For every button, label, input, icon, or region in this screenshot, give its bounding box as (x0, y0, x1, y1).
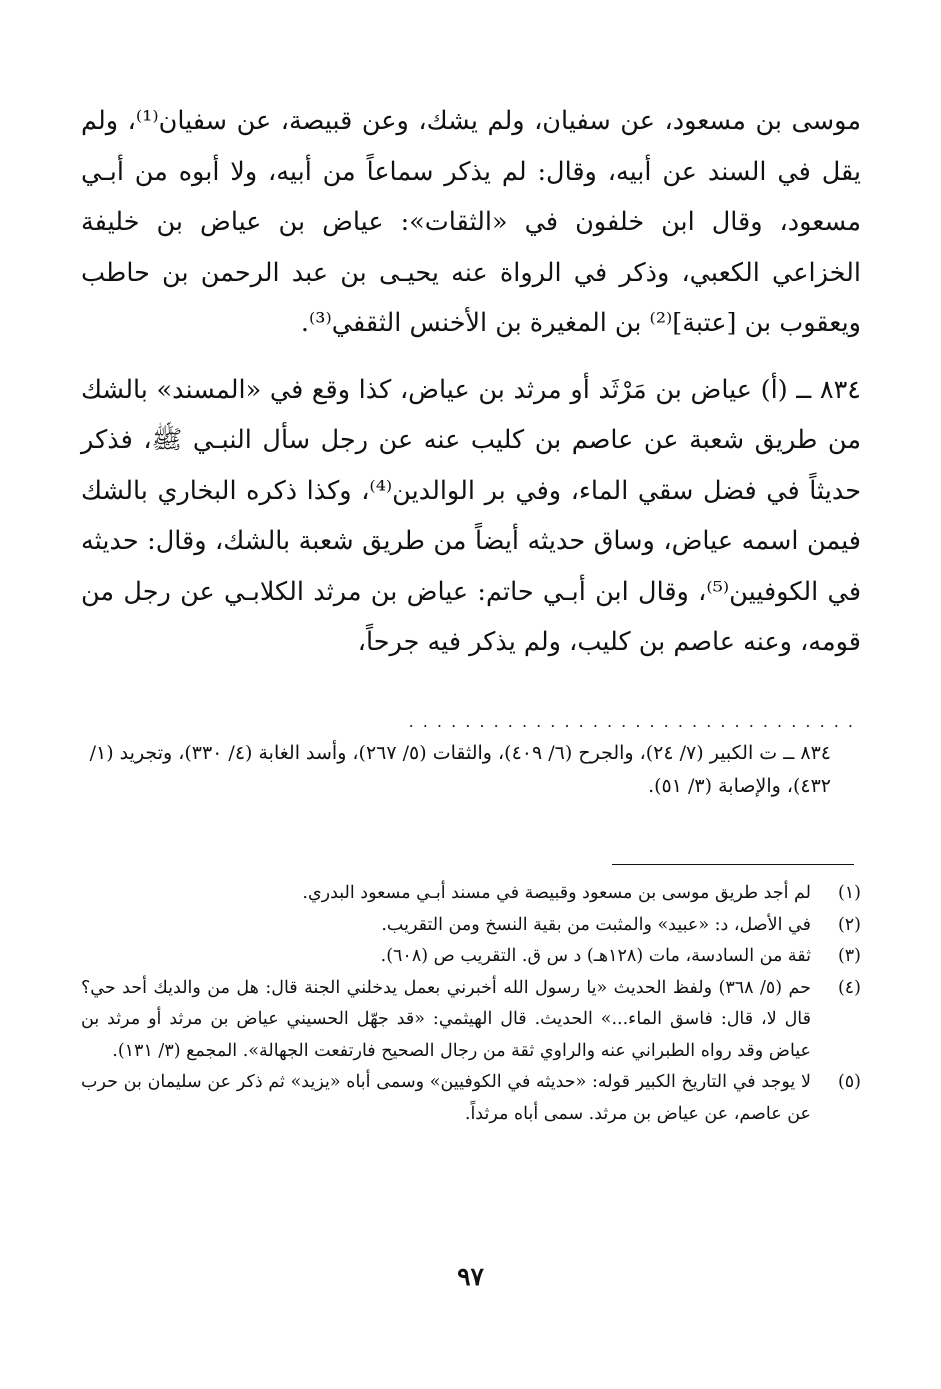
footnote-number: (٤) (837, 977, 861, 998)
footnote-3 (81, 941, 861, 973)
footnote-text: في الأصل، د: «عبيد» والمثبت من بقية النسخ ومن التقريب. (381, 914, 811, 935)
footnote-text: لا يوجد في التاريخ الكبير قوله: «حديثه في الكوفيين» وسمى أباه «يزيد» ثم ذكر عن سليمان بن حرب عن عاصم، عن عياض بن مرثد. سمى أباه مرثداً. (81, 1072, 811, 1124)
footnote-4 (81, 973, 861, 1068)
main-paragraph-1: موسى بن مسعود، عن سفيان، ولم يشك، وعن قبيصة، عن سفيان⁽¹⁾، ولم يقل في السند عن أبيه، وقال: لم يذكر سماعاً من أبيه، ولا أبوه من أبـي مسعود، وقال ابن خلفون في «الثقات»: عياض بن عياض بن خليفة الخزاعي الكعبي، وذكر في الرواة عنه يحيـى بن عبد الرحمن بن حاطب ويعقوب بن [عتبة]⁽²⁾ بن المغيرة بن الأخنس الثقفي⁽³⁾. (81, 106, 862, 338)
dotted-separator: . . . . . . . . . . . . . . . . . . . . . . . . . . . . . . . . (408, 712, 855, 731)
footnote-number: (٥) (837, 1072, 861, 1092)
entry-sources: ٨٣٤ ــ ت الكبير (٧/ ٢٤)، والجرح (٦/ ٤٠٩)، والثقات (٥/ ٢٦٧)، وأسد الغابة (٤/ ٣٣٠)، وتجريد (١/ ٤٣٢)، والإصابة (٣/ ٥١). (89, 742, 831, 797)
footnote-2 (81, 910, 861, 942)
page-number: ٩٧ (457, 1262, 484, 1291)
footnote-number: (٢) (837, 914, 861, 935)
main-text (81, 96, 861, 668)
footnote-text: لم أجد طريق موسى بن مسعود وقبيصة في مسند أبـي مسعود البدري. (302, 883, 811, 903)
footnote-1 (81, 878, 861, 910)
footnote-number: (٣) (837, 946, 861, 966)
footnotes (81, 878, 861, 1130)
main-paragraph-2: ٨٣٤ ــ (أ) عياض بن مَرْثَد أو مرثد بن عياض، كذا وقع في «المسند» بالشك من طريق شعبة عن عاصم بن كليب عنه عن رجل سأل النبـي ﷺ، فذكر حديثاً في فضل سقي الماء، وفي بر الوالدين⁽⁴⁾، وكذا ذكره البخاري بالشك فيمن اسمه عياض، وساق حديثه أيضاً من طريق شعبة بالشك، وقال: حديثه في الكوفيين⁽⁵⁾، وقال ابن أبـي حاتم: عياض بن مرثد الكلابـي عن رجل من قومه، وعنه عاصم بن كليب، ولم يذكر فيه جرحاً، (81, 374, 862, 657)
footnote-number: (١) (837, 883, 861, 903)
footnote-text: ثقة من السادسة، مات (١٢٨هـ) د س ق. التقريب ص (٦٠٨). (380, 946, 811, 966)
footnote-text: حم (٥/ ٣٦٨) ولفظ الحديث «يا رسول الله أخبرني بعمل يدخلني الجنة قال: هل من والديك أحد حي؟ قال لا، قال: فاسق الماء...» الحديث. قال الهيثمي: «قد جهّل الحسيني عياض بن مرثد أو مرثد بن عياض وقد رواه الطبراني عنه والراوي ثقة من رجال الصحيح فارتفعت الجهالة». المجمع (٣/ ١٣١). (81, 977, 811, 1061)
footnote-5 (81, 1067, 861, 1130)
footnote-rule (612, 864, 854, 865)
